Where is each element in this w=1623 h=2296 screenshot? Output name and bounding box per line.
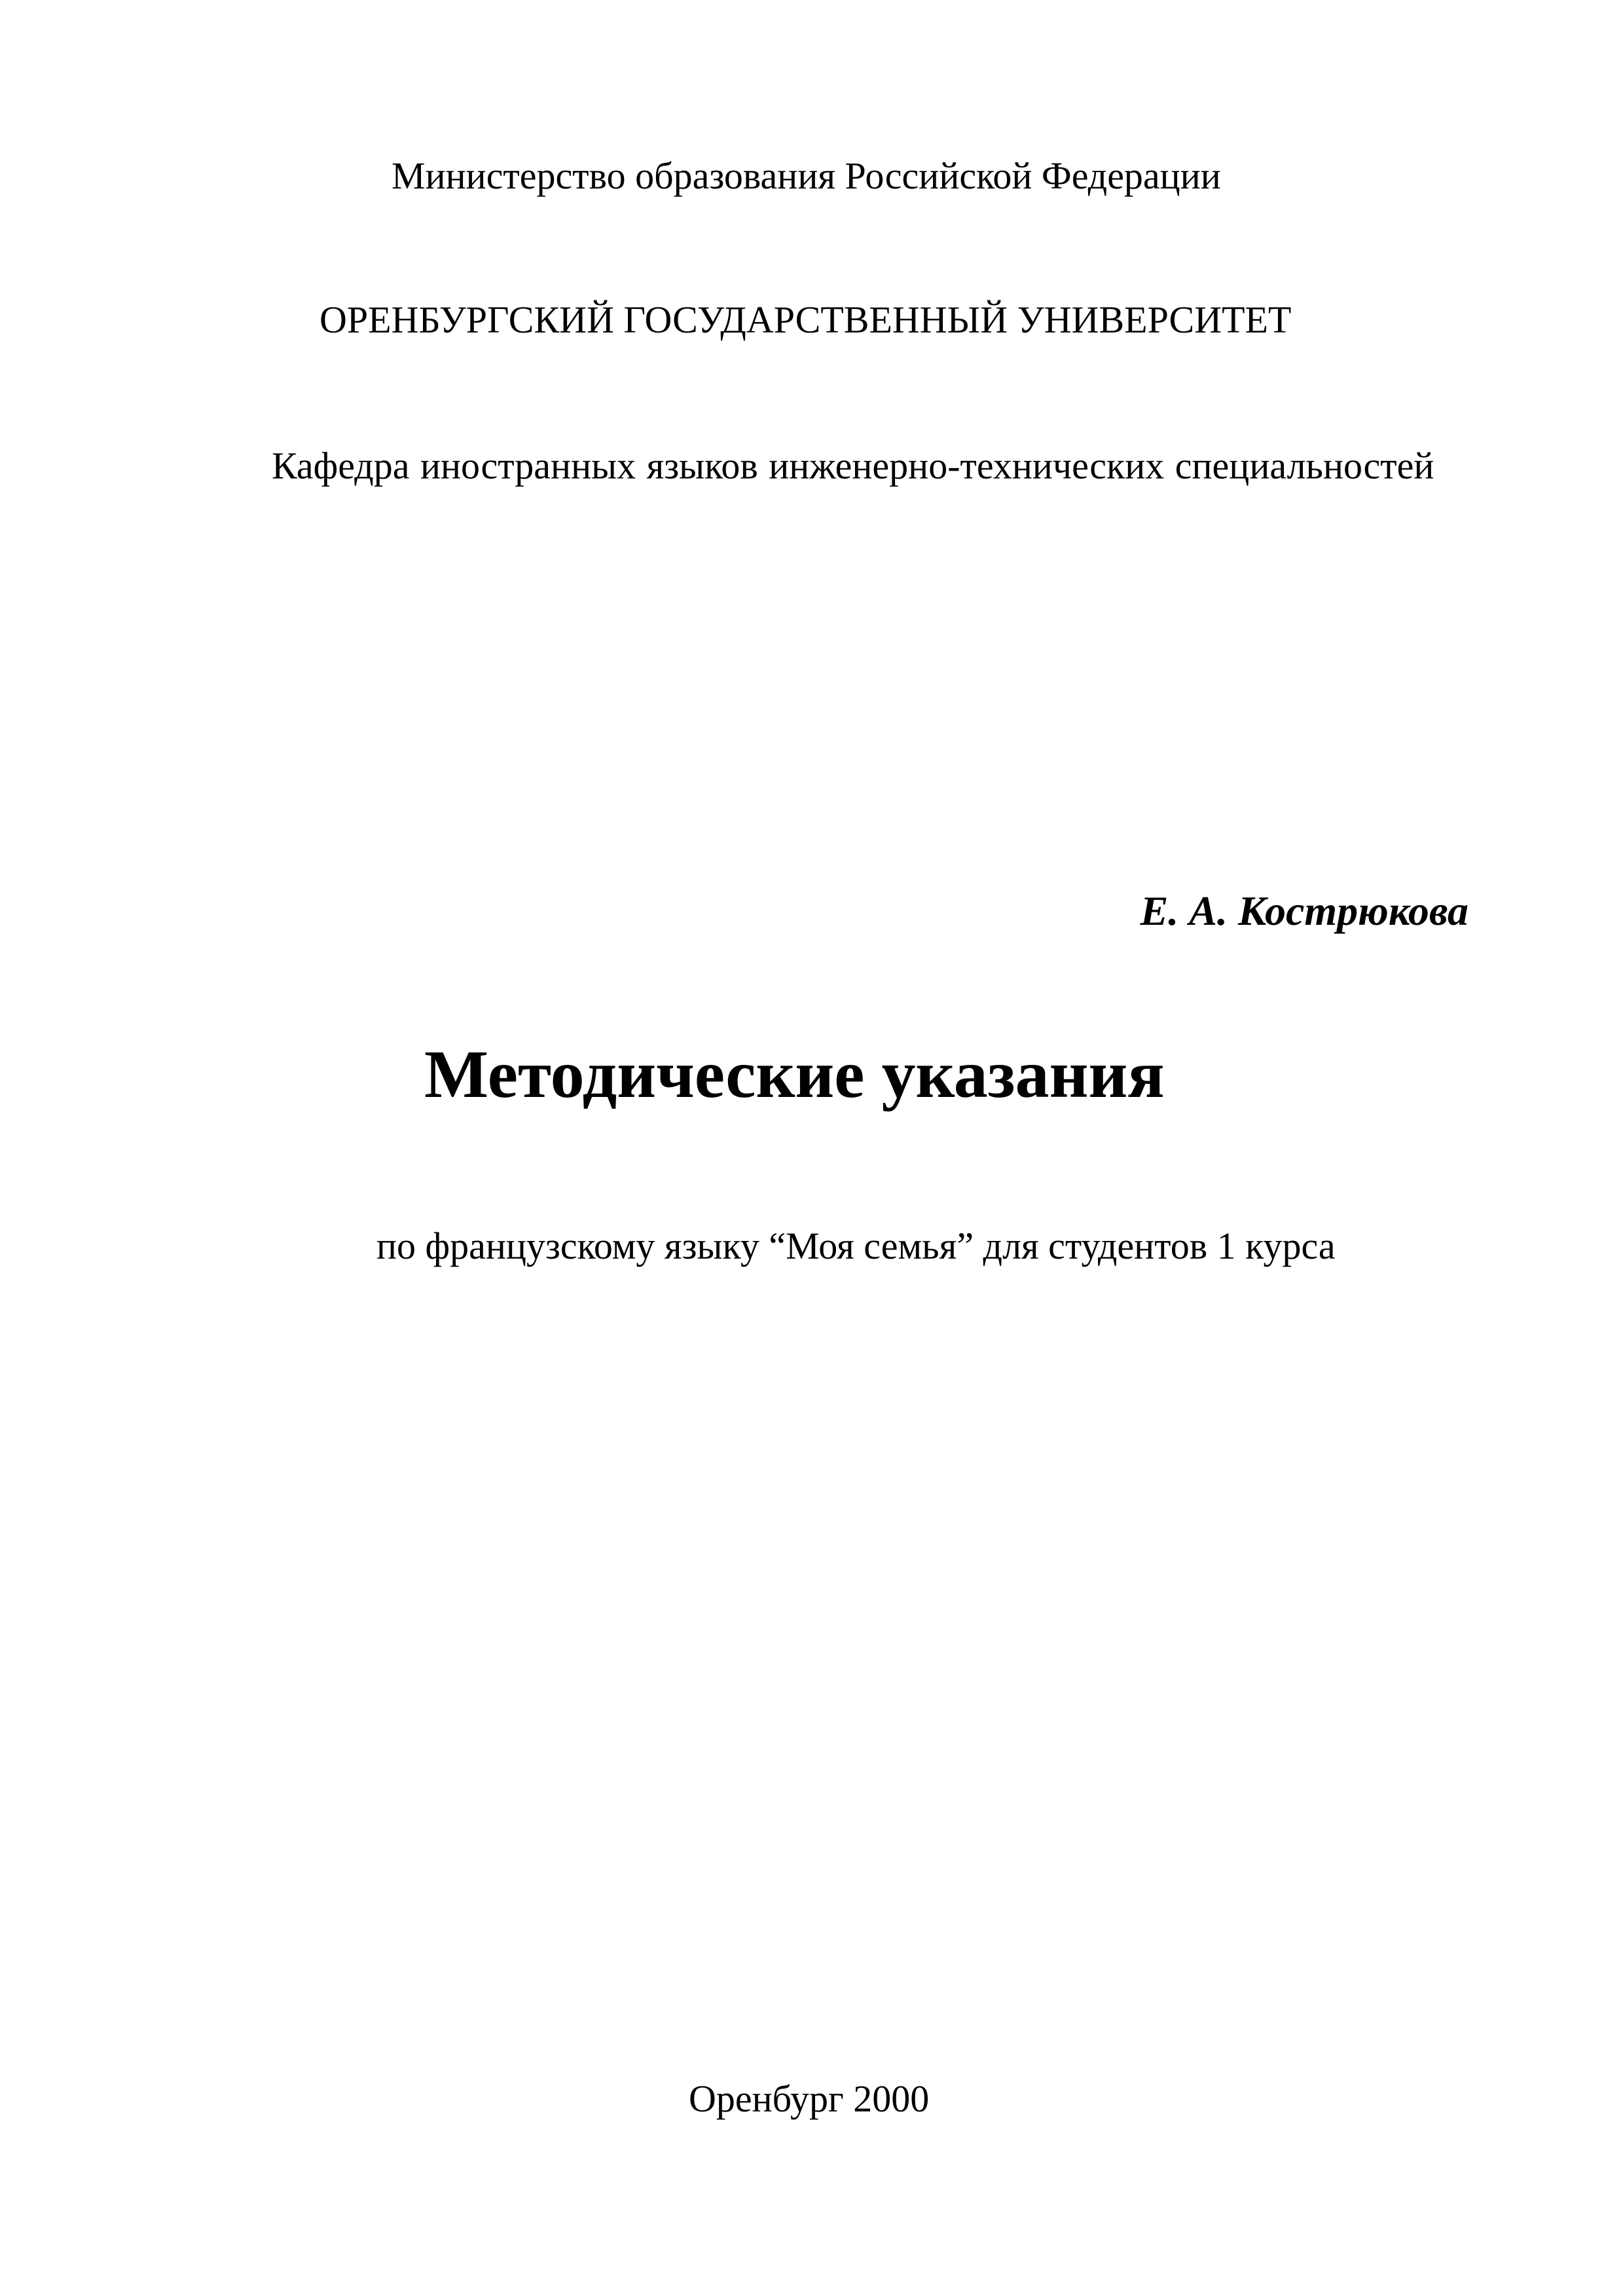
- ministry-name: Министерство образования Российской Федерации: [392, 154, 1221, 197]
- city-and-year: Оренбург 2000: [689, 2077, 930, 2120]
- university-name: ОРЕНБУРГСКИЙ ГОСУДАРСТВЕННЫЙ УНИВЕРСИТЕТ: [319, 298, 1292, 341]
- document-subtitle: по французскому языку “Моя семья” для студентов 1 курса: [376, 1225, 1336, 1267]
- department-name: Кафедра иностранных языков инженерно-технических специальностей: [272, 444, 1434, 487]
- author-name: Е. А. Кострюкова: [1140, 888, 1468, 934]
- document-title: Методические указания: [424, 1037, 1165, 1112]
